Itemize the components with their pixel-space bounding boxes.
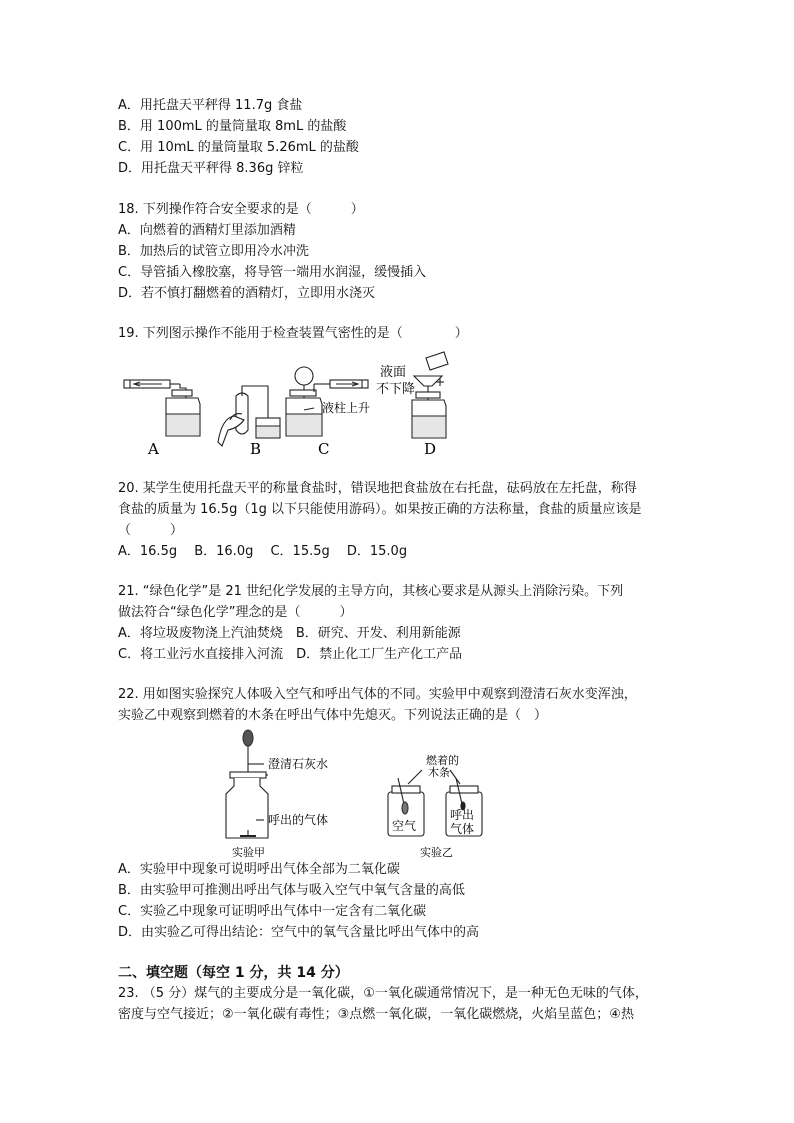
q22-stem-line2: 实验乙中观察到燃着的木条在呼出气体中先熄灭。下列说法正确的是（ ） (118, 708, 548, 723)
q18-option-a: A．向燃着的酒精灯里添加酒精 (118, 223, 296, 238)
q20-stem-line2: 食盐的质量为 16.5g（1g 以下只能使用游码）。如果按正确的方法称量，食盐的质量应该是 (118, 502, 642, 517)
q22-stem-line1: 22. 用如图实验探究人体吸入空气和呼出气体的不同。实验甲中观察到澄清石灰水变浑浊， (118, 687, 637, 702)
q22-label-air: 空气 (392, 819, 417, 833)
q23-line2: 密度与空气接近；②一氧化碳有毒性；③点燃一氧化碳，一氧化碳燃烧，火焰呈蓝色；④热 (118, 1007, 634, 1022)
q17-option-b: B．用 100mL 的量筒量取 8mL 的盐酸 (118, 119, 347, 134)
q22-option-c: C．实验乙中现象可证明呼出气体中一定含有二氧化碳 (118, 904, 427, 919)
q19-label-c: C (318, 440, 330, 458)
q19-label-d: D (424, 440, 437, 458)
q19-device-a (124, 380, 200, 436)
q22-caption-jia: 实验甲 (232, 846, 265, 859)
q18-stem: 18. 下列操作符合安全要求的是（ ） (118, 202, 364, 217)
q22-option-a: A．实验甲中现象可说明呼出气体全部为二氧化碳 (118, 862, 400, 877)
q19-note-d-line2: 不下降 (376, 382, 416, 397)
q22-experiment-figure (210, 726, 490, 860)
q22-experiment-jia (226, 730, 268, 838)
q18-option-b: B．加热后的试管立即用冷水冲洗 (118, 244, 309, 259)
q18-option-d: D．若不慎打翻燃着的酒精灯，立即用水浇灭 (118, 286, 376, 301)
q20-stem-line1: 20. 某学生使用托盘天平的称量食盐时，错误地把食盐放在右托盘，砝码放在左托盘，称得 (118, 481, 637, 496)
q21-stem-line2: 做法符合“绿色化学”理念的是（ ） (118, 605, 353, 620)
q20-options: A．16.5g B．16.0g C．15.5g D．15.0g (118, 544, 408, 559)
q22-option-b: B．由实验甲可推测出呼出气体与吸入空气中氧气含量的高低 (118, 883, 465, 898)
q17-option-a: A．用托盘天平秤得 11.7g 食盐 (118, 98, 303, 113)
q19-note-c: 液柱上升 (322, 401, 371, 415)
q21-options-row2: C．将工业污水直接排入河流 D．禁止化工厂生产化工产品 (118, 647, 463, 662)
q22-label-exhaled-line1: 呼出 (450, 808, 475, 822)
q23-line1: 23. （5 分）煤气的主要成分是一氧化碳，①一氧化碳通常情况下，是一种无色无味的气体， (118, 986, 648, 1001)
q22-label-exhaled-line2: 气体 (450, 822, 475, 836)
q19-label-b: B (250, 440, 262, 458)
section-2-heading: 二、填空题（每空 1 分，共 14 分） (118, 965, 349, 981)
q19-stem: 19. 下列图示操作不能用于检查装置气密性的是（ ） (118, 326, 468, 341)
q21-stem-line1: 21. “绿色化学”是 21 世纪化学发展的主导方向，其核心要求是从源头上消除污染。下列 (118, 584, 624, 599)
q20-stem-line3: （ ） (118, 523, 184, 538)
q22-option-d: D．由实验乙可得出结论：空气中的氧气含量比呼出气体中的高 (118, 925, 480, 940)
q22-caption-yi: 实验乙 (420, 846, 453, 859)
q19-note-d-line1: 液面 (380, 365, 407, 380)
q19-device-d (412, 352, 448, 438)
q18-option-c: C．导管插入橡胶塞，将导管一端用水润湿，缓慢插入 (118, 265, 427, 280)
q22-label-burning-line2: 木条 (428, 766, 450, 779)
q19-device-b (218, 386, 280, 446)
q17-option-c: C．用 10mL 的量筒量取 5.26mL 的盐酸 (118, 140, 359, 155)
q19-label-a: A (148, 440, 159, 458)
q22-label-exhaled-gas: 呼出的气体 (268, 813, 329, 827)
q22-label-limewater: 澄清石灰水 (268, 757, 329, 771)
q22-label-burning-line1: 燃着的 (426, 754, 459, 767)
q17-option-d: D．用托盘天平秤得 8.36g 锌粒 (118, 161, 304, 176)
q19-apparatus-figure (118, 350, 458, 462)
q21-options-row1: A．将垃圾废物浇上汽油焚烧 B．研究、开发、利用新能源 (118, 626, 461, 641)
